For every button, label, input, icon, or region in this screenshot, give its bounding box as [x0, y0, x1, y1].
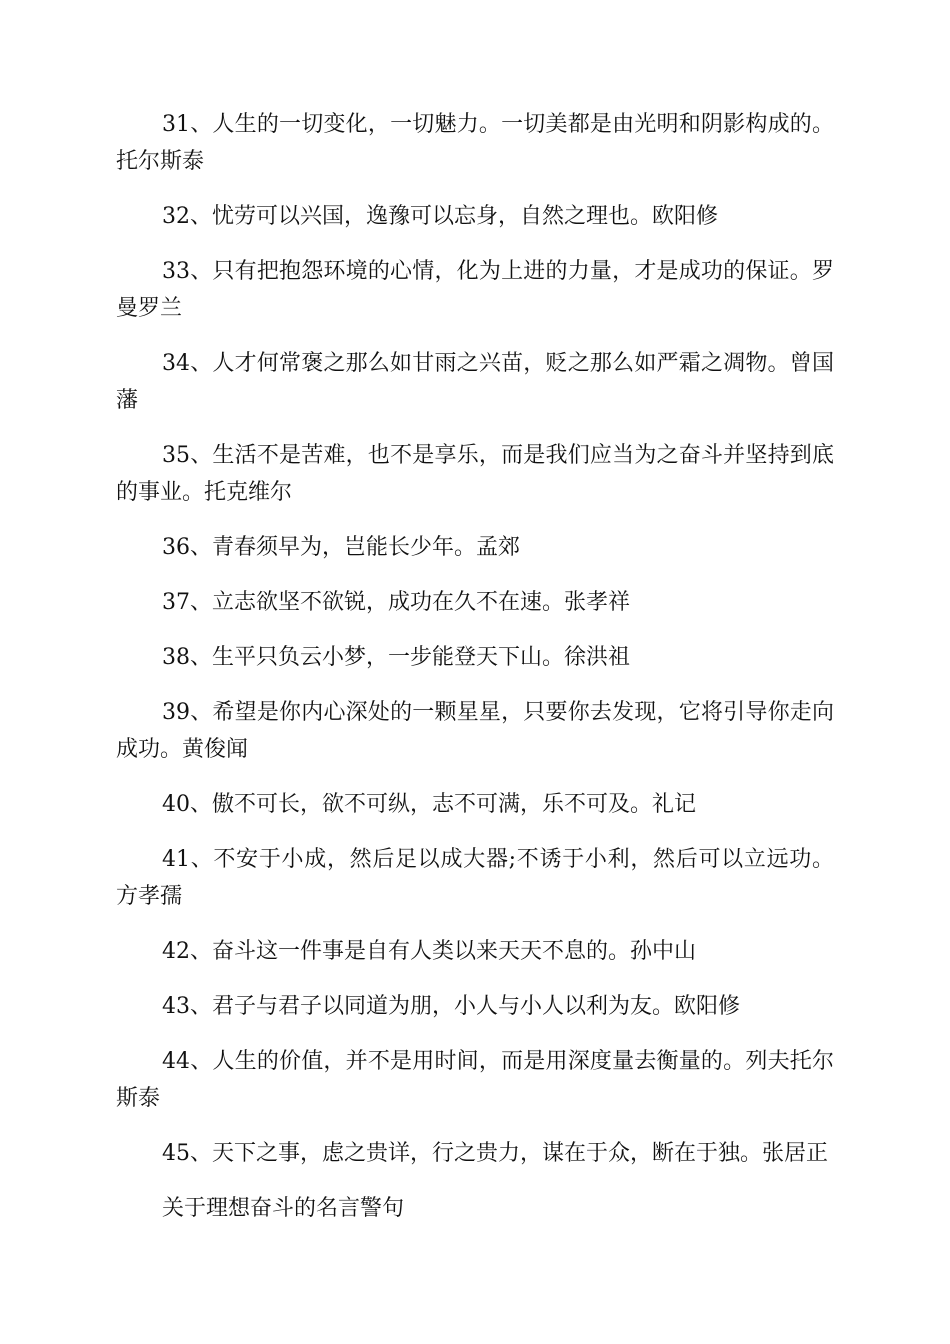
section-heading: 关于理想奋斗的名言警句 [162, 1196, 405, 1221]
quote-number: 42、 [162, 939, 212, 964]
quote-text: 奋斗这一件事是自有人类以来天天不息的。 [212, 939, 631, 964]
quote-list [116, 106, 834, 1245]
quote-text: 不安于小成，然后足以成大器;不诱于小利，然后可以立远功。 [213, 847, 834, 872]
quote-number: 38、 [162, 645, 212, 670]
quote-text: 只有把抱怨环境的心情，化为上进的力量，才是成功的保证。 [212, 259, 812, 284]
quote-item [116, 841, 834, 915]
quote-author: 黄俊闻 [182, 737, 249, 762]
quote-text: 生活不是苦难，也不是享乐，而是我们应当为之奋斗并坚持到底的事业。 [116, 443, 834, 505]
quote-number: 35、 [162, 443, 213, 468]
quote-text: 傲不可长，欲不可纵，志不可满，乐不可及。 [212, 792, 653, 817]
quote-author: 张居正 [762, 1141, 829, 1166]
quote-item [116, 198, 834, 235]
quote-number: 40、 [162, 792, 212, 817]
quote-author: 礼记 [652, 792, 697, 817]
quote-item [116, 529, 834, 566]
quote-item [116, 988, 834, 1025]
quote-item [116, 933, 834, 970]
quote-number: 41、 [162, 847, 214, 872]
quote-author: 曾国藩 [116, 351, 834, 413]
quote-author: 孟郊 [476, 535, 521, 560]
quote-text: 青春须早为，岂能长少年。 [212, 535, 477, 560]
quote-text: 生平只负云小梦，一步能登天下山。 [212, 645, 565, 670]
quote-author: 欧阳修 [652, 204, 719, 229]
quote-number: 34、 [162, 351, 213, 376]
quote-author: 方孝孺 [116, 884, 183, 909]
quote-number: 37、 [162, 590, 212, 615]
quote-item [116, 584, 834, 621]
quote-number: 45、 [162, 1141, 212, 1166]
quote-item [116, 437, 834, 511]
quote-text: 立志欲坚不欲锐，成功在久不在速。 [212, 590, 565, 615]
quote-number: 36、 [162, 535, 212, 560]
quote-number: 32、 [162, 204, 212, 229]
quote-number: 31、 [162, 112, 213, 137]
quote-text: 人才何常褒之那么如甘雨之兴苗，贬之那么如严霜之凋物。 [212, 351, 790, 376]
quote-item [116, 786, 834, 823]
quote-author: 张孝祥 [564, 590, 631, 615]
quote-item [116, 639, 834, 676]
quote-author: 欧阳修 [674, 994, 741, 1019]
quote-text: 人生的一切变化，一切魅力。一切美都是由光明和阴影构成的。 [212, 112, 834, 137]
quote-text: 忧劳可以兴国，逸豫可以忘身，自然之理也。 [212, 204, 653, 229]
quote-item [116, 694, 834, 768]
quote-text: 君子与君子以同道为朋，小人与小人以利为友。 [212, 994, 675, 1019]
quote-item [116, 106, 834, 180]
quote-number: 43、 [162, 994, 212, 1019]
quote-number: 39、 [162, 700, 213, 725]
quote-text: 希望是你内心深处的一颗星星，只要你去发现，它将引导你走向成功。 [116, 700, 834, 762]
quote-item [116, 1043, 834, 1117]
quote-author: 托克维尔 [204, 480, 293, 505]
quote-author: 托尔斯泰 [116, 149, 205, 174]
quote-author: 列夫托尔斯泰 [116, 1049, 834, 1111]
quote-author: 罗曼罗兰 [116, 259, 834, 321]
quote-number: 33、 [162, 259, 213, 284]
quote-number: 44、 [162, 1049, 213, 1074]
quote-item [116, 345, 834, 419]
quote-author: 孙中山 [630, 939, 697, 964]
quote-text: 天下之事，虑之贵详，行之贵力，谋在于众，断在于独。 [212, 1141, 763, 1166]
quote-item [116, 1135, 834, 1172]
quote-author: 徐洪祖 [564, 645, 631, 670]
quote-item [116, 253, 834, 327]
quote-text: 人生的价值，并不是用时间，而是用深度量去衡量的。 [212, 1049, 746, 1074]
